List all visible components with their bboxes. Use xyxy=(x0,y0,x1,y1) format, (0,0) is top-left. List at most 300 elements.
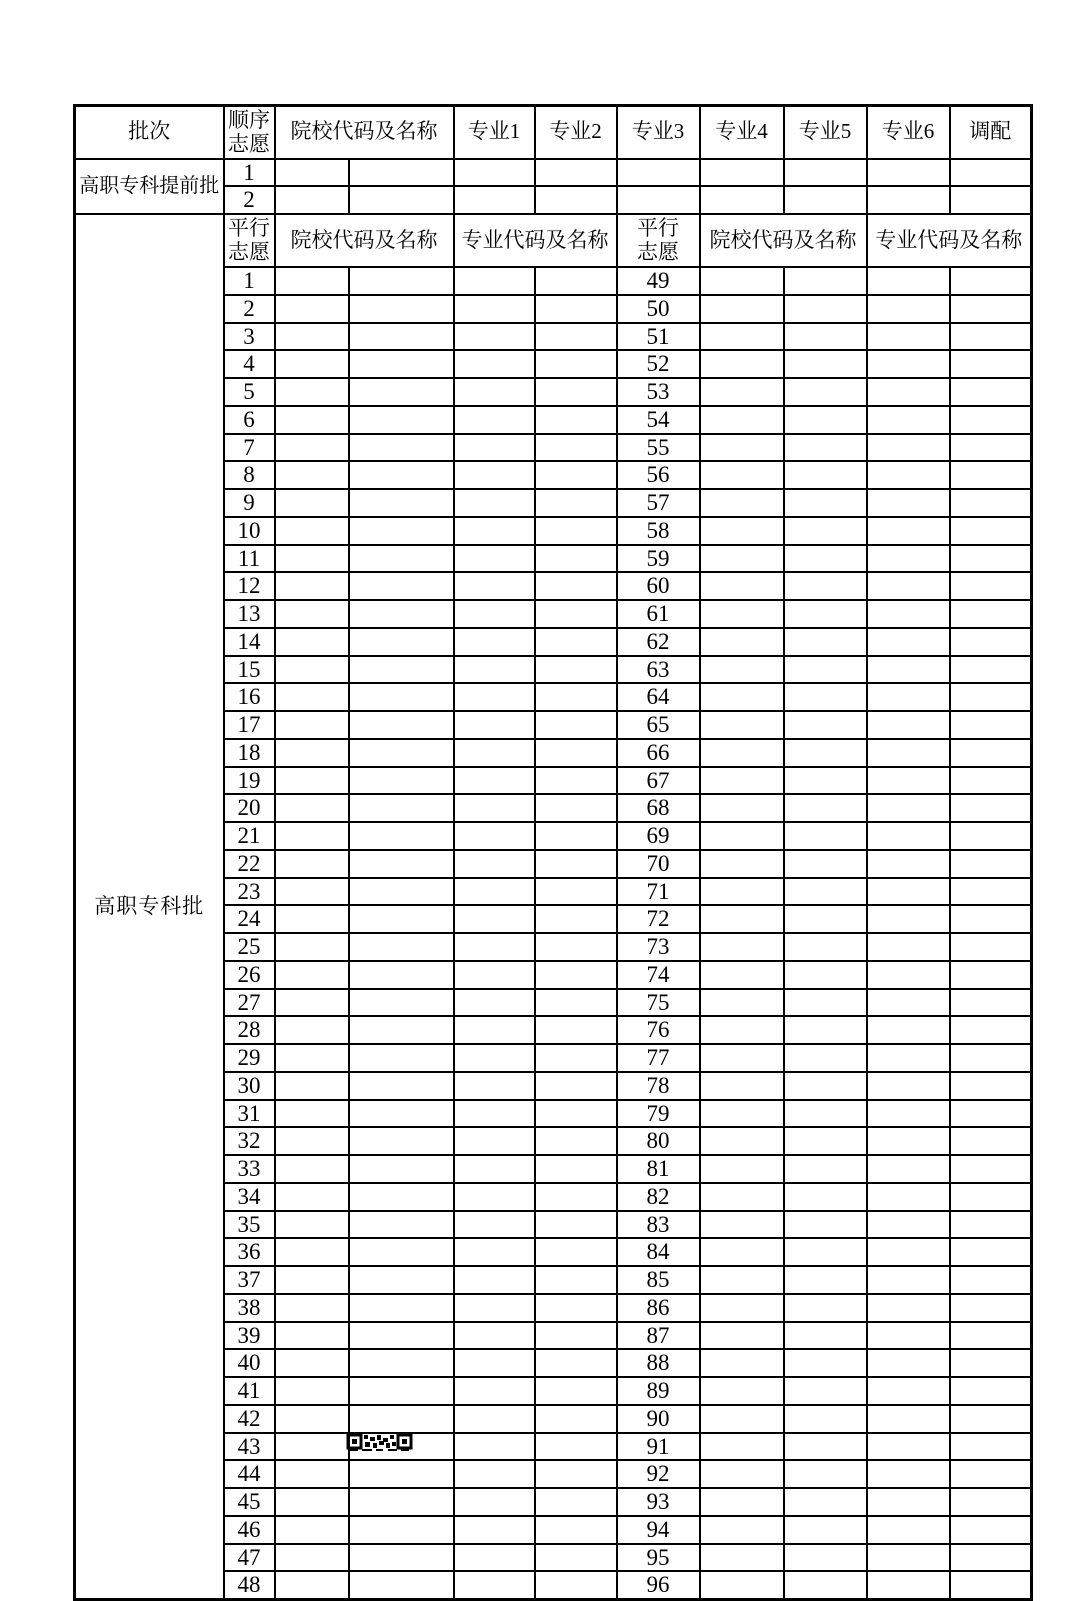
right-row-number: 72 xyxy=(617,905,700,933)
college-code-cell-right xyxy=(700,1294,784,1322)
college-code-cell-right xyxy=(700,378,784,406)
major-code-cell-left xyxy=(454,1405,535,1433)
left-row-number: 44 xyxy=(224,1460,275,1488)
college-code-cell-left xyxy=(275,1072,349,1100)
major-code-cell-right xyxy=(867,1266,950,1294)
major-name-cell-left xyxy=(535,1127,617,1155)
major-code-cell-right xyxy=(867,711,950,739)
college-code-cell-left xyxy=(275,1238,349,1266)
college-code-cell-right xyxy=(700,1155,784,1183)
major-name-cell-right xyxy=(950,517,1032,545)
major-name-cell-left xyxy=(535,545,617,573)
major-name-cell-left xyxy=(535,961,617,989)
college-name-cell-left xyxy=(349,1460,454,1488)
major-name-cell-left xyxy=(535,1100,617,1128)
college-code-cell-right xyxy=(700,406,784,434)
major-name-cell-left xyxy=(535,1294,617,1322)
college-name-cell-left xyxy=(349,1127,454,1155)
college-name-cell-right xyxy=(784,961,867,989)
major-name-cell-right xyxy=(950,878,1032,906)
left-row-number: 8 xyxy=(224,461,275,489)
college-code-cell-left xyxy=(275,1544,349,1572)
college-code-cell-right xyxy=(700,1516,784,1544)
college-name-cell-right xyxy=(784,1100,867,1128)
major-code-cell-left xyxy=(454,1516,535,1544)
left-row-number: 14 xyxy=(224,628,275,656)
right-row-number: 74 xyxy=(617,961,700,989)
major-code-cell-right xyxy=(867,1238,950,1266)
right-row-number: 89 xyxy=(617,1377,700,1405)
college-name-cell-left xyxy=(349,1571,454,1599)
college-code-cell-right xyxy=(700,1044,784,1072)
college-code-cell-left xyxy=(275,711,349,739)
major-code-cell-left xyxy=(454,822,535,850)
left-row-number: 31 xyxy=(224,1100,275,1128)
right-row-number: 75 xyxy=(617,989,700,1017)
college-code-cell-left xyxy=(275,933,349,961)
college-code-cell-left xyxy=(275,1044,349,1072)
left-row-number: 20 xyxy=(224,794,275,822)
college-name-cell-right xyxy=(784,850,867,878)
major-name-cell-left xyxy=(535,350,617,378)
major-name-cell-left xyxy=(535,1460,617,1488)
college-name-cell-left xyxy=(349,878,454,906)
major-code-cell-right xyxy=(867,1211,950,1239)
college-code-cell-left xyxy=(275,461,349,489)
right-row-number: 58 xyxy=(617,517,700,545)
college-code-cell-left xyxy=(275,1100,349,1128)
major-code-cell-left xyxy=(454,850,535,878)
major-code-cell-right xyxy=(867,1294,950,1322)
volunteer-form-table xyxy=(73,104,1033,1601)
header-row-parallel xyxy=(75,214,1032,267)
header-batch: 批次 xyxy=(75,106,224,159)
college-code-cell-right xyxy=(700,1377,784,1405)
right-row-number: 82 xyxy=(617,1183,700,1211)
major-name-cell-right xyxy=(950,1460,1032,1488)
college-name-cell-left xyxy=(349,1211,454,1239)
college-code-cell-right xyxy=(700,1266,784,1294)
college-code-cell-left xyxy=(275,545,349,573)
college-name-cell-left xyxy=(349,406,454,434)
left-row-number: 5 xyxy=(224,378,275,406)
right-row-number: 96 xyxy=(617,1571,700,1599)
major-code-cell-right xyxy=(867,794,950,822)
header-major-3: 专业3 xyxy=(617,106,700,159)
college-name-cell-right xyxy=(784,1433,867,1461)
major-code-cell-left xyxy=(454,1433,535,1461)
major-code-cell-right xyxy=(867,1072,950,1100)
major-name-cell-right xyxy=(950,406,1032,434)
college-name-cell-right xyxy=(784,767,867,795)
left-row-number: 4 xyxy=(224,350,275,378)
college-code-cell-left xyxy=(275,489,349,517)
college-code-cell-right xyxy=(700,350,784,378)
college-name-cell-left xyxy=(349,1294,454,1322)
major-code-cell-left xyxy=(454,656,535,684)
right-row-number: 64 xyxy=(617,683,700,711)
right-row-number: 88 xyxy=(617,1349,700,1377)
major-name-cell-left xyxy=(535,1044,617,1072)
college-code-cell-left xyxy=(275,434,349,462)
college-name-cell-right xyxy=(784,1349,867,1377)
college-name-cell-right xyxy=(784,1183,867,1211)
major-code-cell-left xyxy=(454,1127,535,1155)
college-code-cell-right xyxy=(700,933,784,961)
college-name-cell-left xyxy=(349,600,454,628)
college-code-cell-left xyxy=(275,1322,349,1350)
college-name-cell-right xyxy=(784,1127,867,1155)
college-name-cell-left xyxy=(349,1183,454,1211)
left-row-number: 28 xyxy=(224,1016,275,1044)
college-code-cell-right xyxy=(700,489,784,517)
college-name-cell-right xyxy=(784,323,867,351)
major-1-cell xyxy=(454,186,535,214)
college-name-cell-left xyxy=(349,350,454,378)
left-row-number: 3 xyxy=(224,323,275,351)
major-code-cell-left xyxy=(454,1460,535,1488)
college-name-cell-left xyxy=(349,683,454,711)
major-name-cell-right xyxy=(950,378,1032,406)
college-name-cell-right xyxy=(784,656,867,684)
major-name-cell-left xyxy=(535,1155,617,1183)
major-1-cell xyxy=(454,159,535,187)
left-row-number: 29 xyxy=(224,1044,275,1072)
college-name-cell-left xyxy=(349,711,454,739)
major-name-cell-right xyxy=(950,1211,1032,1239)
college-code-cell-left xyxy=(275,1211,349,1239)
major-name-cell-right xyxy=(950,1433,1032,1461)
college-name-cell-right xyxy=(784,1155,867,1183)
major-name-cell-right xyxy=(950,350,1032,378)
college-code-cell-right xyxy=(700,1349,784,1377)
college-name-cell-right xyxy=(784,461,867,489)
major-name-cell-right xyxy=(950,739,1032,767)
college-name-cell-left xyxy=(349,1349,454,1377)
college-name-cell-right xyxy=(784,1016,867,1044)
seq-number: 1 xyxy=(224,159,275,187)
left-row-number: 32 xyxy=(224,1127,275,1155)
college-code-cell-right xyxy=(700,1405,784,1433)
major-code-cell-left xyxy=(454,1266,535,1294)
college-code-cell-right xyxy=(700,683,784,711)
major-name-cell-left xyxy=(535,1571,617,1599)
college-code-cell-right xyxy=(700,1322,784,1350)
major-name-cell-right xyxy=(950,489,1032,517)
college-name-cell-right xyxy=(784,295,867,323)
right-row-number: 79 xyxy=(617,1100,700,1128)
college-code-cell-left xyxy=(275,656,349,684)
college-name-cell-right xyxy=(784,1544,867,1572)
major-name-cell-left xyxy=(535,711,617,739)
major-name-cell-right xyxy=(950,1266,1032,1294)
major-name-cell-left xyxy=(535,1544,617,1572)
college-name-cell-right xyxy=(784,628,867,656)
college-name-cell-right xyxy=(784,1044,867,1072)
right-row-number: 69 xyxy=(617,822,700,850)
college-code-cell-right xyxy=(700,822,784,850)
major-name-cell-left xyxy=(535,1211,617,1239)
header-parallel-volunteer-left xyxy=(224,214,275,267)
college-name-cell-left xyxy=(349,1405,454,1433)
left-row-number: 1 xyxy=(224,267,275,295)
major-code-cell-left xyxy=(454,295,535,323)
major-4-cell xyxy=(700,186,784,214)
major-name-cell-left xyxy=(535,1266,617,1294)
right-row-number: 76 xyxy=(617,1016,700,1044)
college-name-cell-left xyxy=(349,656,454,684)
college-code-cell-right xyxy=(700,600,784,628)
college-name-cell-left xyxy=(349,1072,454,1100)
right-row-number: 90 xyxy=(617,1405,700,1433)
major-code-cell-left xyxy=(454,350,535,378)
major-name-cell-left xyxy=(535,295,617,323)
right-row-number: 54 xyxy=(617,406,700,434)
college-code-cell-right xyxy=(700,323,784,351)
college-code-cell-right xyxy=(700,878,784,906)
major-code-cell-right xyxy=(867,1349,950,1377)
right-row-number: 73 xyxy=(617,933,700,961)
major-code-cell-left xyxy=(454,323,535,351)
college-name-cell-right xyxy=(784,1488,867,1516)
major-code-cell-right xyxy=(867,628,950,656)
major-5-cell xyxy=(784,186,867,214)
major-code-cell-right xyxy=(867,656,950,684)
header-major-right: 专业代码及名称 xyxy=(867,214,1032,267)
major-name-cell-left xyxy=(535,489,617,517)
college-name-cell-left xyxy=(349,572,454,600)
major-code-cell-right xyxy=(867,323,950,351)
right-row-number: 60 xyxy=(617,572,700,600)
major-name-cell-left xyxy=(535,572,617,600)
major-code-cell-left xyxy=(454,933,535,961)
major-code-cell-left xyxy=(454,267,535,295)
right-row-number: 55 xyxy=(617,434,700,462)
major-code-cell-right xyxy=(867,1544,950,1572)
left-row-number: 22 xyxy=(224,850,275,878)
major-code-cell-left xyxy=(454,794,535,822)
left-row-number: 35 xyxy=(224,1211,275,1239)
major-name-cell-left xyxy=(535,1349,617,1377)
major-name-cell-left xyxy=(535,1377,617,1405)
college-name-cell-right xyxy=(784,545,867,573)
major-code-cell-right xyxy=(867,1405,950,1433)
college-code-cell-left xyxy=(275,572,349,600)
major-code-cell-right xyxy=(867,933,950,961)
left-row-number: 9 xyxy=(224,489,275,517)
major-code-cell-left xyxy=(454,1238,535,1266)
college-name-cell-left xyxy=(349,1044,454,1072)
college-name-cell-right xyxy=(784,572,867,600)
college-code-cell-left xyxy=(275,1183,349,1211)
college-name-cell-left xyxy=(349,794,454,822)
college-name-cell-left xyxy=(349,850,454,878)
right-row-number: 81 xyxy=(617,1155,700,1183)
college-code-cell-left xyxy=(275,267,349,295)
college-name-cell-right xyxy=(784,434,867,462)
college-code-cell-left xyxy=(275,683,349,711)
major-name-cell-right xyxy=(950,1516,1032,1544)
left-row-number: 41 xyxy=(224,1377,275,1405)
college-code-cell-right xyxy=(700,572,784,600)
college-name-cell-left xyxy=(349,1488,454,1516)
college-name-cell-left xyxy=(349,989,454,1017)
major-name-cell-right xyxy=(950,1294,1032,1322)
major-name-cell-right xyxy=(950,683,1032,711)
major-code-cell-right xyxy=(867,1571,950,1599)
college-name-cell-right xyxy=(784,600,867,628)
major-code-cell-left xyxy=(454,1377,535,1405)
major-name-cell-left xyxy=(535,1516,617,1544)
college-name-cell-right xyxy=(784,489,867,517)
college-code-cell-left xyxy=(275,1266,349,1294)
college-name-cell-left xyxy=(349,1155,454,1183)
major-name-cell-right xyxy=(950,323,1032,351)
major-name-cell-left xyxy=(535,905,617,933)
college-code-cell-left xyxy=(275,628,349,656)
college-code-cell-left xyxy=(275,1405,349,1433)
major-code-cell-left xyxy=(454,600,535,628)
college-name-cell-right xyxy=(784,878,867,906)
major-code-cell-right xyxy=(867,1488,950,1516)
major-code-cell-left xyxy=(454,461,535,489)
college-code-cell-left xyxy=(275,295,349,323)
major-name-cell-right xyxy=(950,1349,1032,1377)
college-name-cell-left xyxy=(349,628,454,656)
major-code-cell-right xyxy=(867,267,950,295)
right-row-number: 70 xyxy=(617,850,700,878)
right-row-number: 92 xyxy=(617,1460,700,1488)
college-code-cell xyxy=(275,186,349,214)
major-name-cell-right xyxy=(950,267,1032,295)
major-name-cell-left xyxy=(535,628,617,656)
major-code-cell-left xyxy=(454,989,535,1017)
major-code-cell-right xyxy=(867,378,950,406)
right-row-number: 93 xyxy=(617,1488,700,1516)
major-code-cell-left xyxy=(454,711,535,739)
college-name-cell-right xyxy=(784,517,867,545)
header-major-2: 专业2 xyxy=(535,106,617,159)
college-code-cell-right xyxy=(700,295,784,323)
qr-code-image xyxy=(348,1433,412,1451)
header-college-right: 院校代码及名称 xyxy=(700,214,867,267)
main-batch-label: 高职专科批 xyxy=(75,214,224,1600)
college-name-cell-left xyxy=(349,434,454,462)
college-code-cell-left xyxy=(275,850,349,878)
college-name-cell-right xyxy=(784,794,867,822)
major-name-cell-right xyxy=(950,822,1032,850)
major-code-cell-left xyxy=(454,767,535,795)
right-row-number: 77 xyxy=(617,1044,700,1072)
major-code-cell-right xyxy=(867,683,950,711)
college-name-cell-left xyxy=(349,1544,454,1572)
header-parallel-volunteer-left-label: 平行志愿 xyxy=(228,216,270,265)
major-name-cell-right xyxy=(950,1100,1032,1128)
header-major-1: 专业1 xyxy=(454,106,535,159)
major-code-cell-left xyxy=(454,1044,535,1072)
college-code-cell-right xyxy=(700,1460,784,1488)
major-code-cell-right xyxy=(867,878,950,906)
college-code-cell-left xyxy=(275,1460,349,1488)
college-code-cell-right xyxy=(700,1433,784,1461)
college-name-cell-left xyxy=(349,933,454,961)
right-row-number: 78 xyxy=(617,1072,700,1100)
college-name-cell-right xyxy=(784,822,867,850)
college-name-cell-right xyxy=(784,905,867,933)
major-name-cell-right xyxy=(950,767,1032,795)
major-name-cell-left xyxy=(535,767,617,795)
major-name-cell-right xyxy=(950,1238,1032,1266)
college-name-cell-right xyxy=(784,1294,867,1322)
college-code-cell-right xyxy=(700,1016,784,1044)
header-major-5: 专业5 xyxy=(784,106,867,159)
college-name-cell-left xyxy=(349,461,454,489)
left-row-number: 30 xyxy=(224,1072,275,1100)
college-name-cell-right xyxy=(784,1266,867,1294)
major-name-cell-left xyxy=(535,878,617,906)
major-name-cell-left xyxy=(535,267,617,295)
major-code-cell-left xyxy=(454,961,535,989)
left-row-number: 43 xyxy=(224,1433,275,1461)
left-row-number: 6 xyxy=(224,406,275,434)
right-row-number: 66 xyxy=(617,739,700,767)
major-code-cell-left xyxy=(454,905,535,933)
major-code-cell-left xyxy=(454,434,535,462)
left-row-number: 18 xyxy=(224,739,275,767)
major-code-cell-right xyxy=(867,767,950,795)
college-name-cell-left xyxy=(349,545,454,573)
major-code-cell-left xyxy=(454,406,535,434)
college-name-cell-right xyxy=(784,933,867,961)
major-name-cell-right xyxy=(950,1571,1032,1599)
college-code-cell-left xyxy=(275,406,349,434)
right-row-number: 65 xyxy=(617,711,700,739)
major-code-cell-left xyxy=(454,1488,535,1516)
college-code-cell-right xyxy=(700,1100,784,1128)
header-parallel-volunteer-right xyxy=(617,214,700,267)
right-row-number: 56 xyxy=(617,461,700,489)
college-name-cell-right xyxy=(784,1460,867,1488)
college-code-cell-left xyxy=(275,739,349,767)
major-name-cell-left xyxy=(535,683,617,711)
right-row-number: 94 xyxy=(617,1516,700,1544)
right-row-number: 67 xyxy=(617,767,700,795)
college-code-cell-left xyxy=(275,989,349,1017)
major-code-cell-right xyxy=(867,961,950,989)
major-code-cell-right xyxy=(867,739,950,767)
right-row-number: 85 xyxy=(617,1266,700,1294)
college-code-cell-left xyxy=(275,1349,349,1377)
major-name-cell-right xyxy=(950,905,1032,933)
right-row-number: 51 xyxy=(617,323,700,351)
college-code-cell-left xyxy=(275,878,349,906)
major-name-cell-left xyxy=(535,1238,617,1266)
header-major-left: 专业代码及名称 xyxy=(454,214,617,267)
left-row-number: 27 xyxy=(224,989,275,1017)
college-code-cell-left xyxy=(275,1155,349,1183)
left-row-number: 17 xyxy=(224,711,275,739)
left-row-number: 16 xyxy=(224,683,275,711)
college-name-cell-left xyxy=(349,378,454,406)
major-name-cell-left xyxy=(535,739,617,767)
college-name-cell-right xyxy=(784,378,867,406)
right-row-number: 53 xyxy=(617,378,700,406)
major-code-cell-left xyxy=(454,489,535,517)
college-name-cell-left xyxy=(349,905,454,933)
major-code-cell-left xyxy=(454,1100,535,1128)
college-name-cell-right xyxy=(784,1571,867,1599)
major-code-cell-left xyxy=(454,545,535,573)
